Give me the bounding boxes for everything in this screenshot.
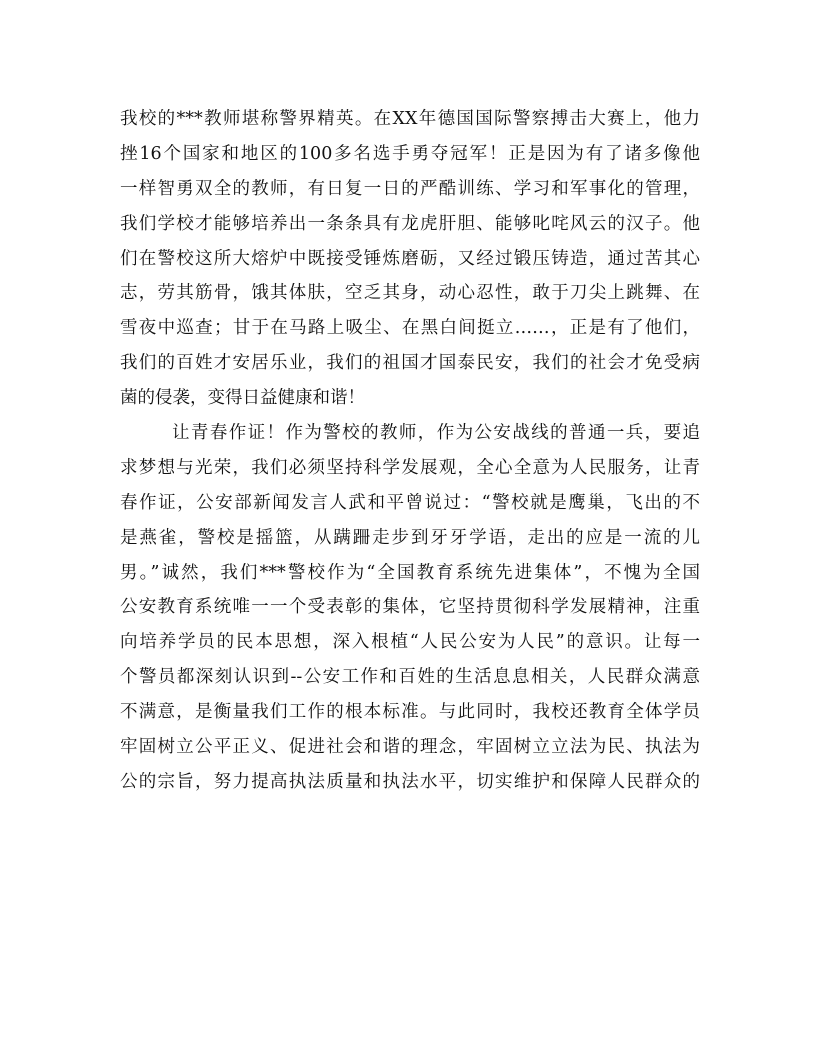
text-line: 求梦想与光荣，我们必须坚持科学发展观，全心全意为人民服务，让青: [120, 457, 700, 478]
text-line: 牢固树立公平正义、促进社会和谐的理念，牢固树立立法为民、执法为: [120, 737, 700, 758]
text-line: 公安教育系统唯一一个受表彰的集体，它坚持贯彻科学发展精神，注重: [120, 597, 700, 618]
text-line: 向培养学员的民本思想，深入根植“人民公安为人民”的意识。让每一: [120, 632, 700, 653]
text-line: 春作证，公安部新闻发言人武和平曾说过：“警校就是鹰巢，飞出的不: [120, 492, 700, 513]
paragraph-1: [120, 102, 700, 416]
text-line: 我们的百姓才安居乐业，我们的祖国才国泰民安，我们的社会才免受病: [120, 353, 700, 374]
document-body: [120, 102, 700, 800]
text-line: 志，劳其筋骨，饿其体肤，空乏其身，动心忍性，敢于刀尖上跳舞、在: [120, 283, 700, 304]
text-line: 我校的***教师堪称警界精英。在XX年德国国际警察搏击大赛上，他力: [120, 109, 700, 129]
text-line: 我们学校才能够培养出一条条具有龙虎肝胆、能够叱咤风云的汉子。他: [120, 213, 700, 234]
text-line: 男。”诚然，我们***警校作为“全国教育系统先进集体”，不愧为全国: [120, 562, 700, 583]
text-line: 不满意，是衡量我们工作的根本标准。与此同时，我校还教育全体学员: [120, 702, 700, 723]
text-line: 菌的侵袭，变得日益健康和谐！: [120, 388, 365, 409]
text-line: 挫16个国家和地区的100多名选手勇夺冠军！正是因为有了诸多像他: [120, 143, 700, 164]
paragraph-2: [120, 416, 700, 800]
text-line: 让青春作证！作为警校的教师，作为公安战线的普通一兵，要追: [172, 423, 700, 444]
text-line: 雪夜中巡查；甘于在马路上吸尘、在黑白间挺立……，正是有了他们，: [120, 318, 700, 339]
text-line: 一样智勇双全的教师，有日复一日的严酷训练、学习和军事化的管理，: [120, 178, 700, 199]
text-line: 个警员都深刻认识到--公安工作和百姓的生活息息相关，人民群众满意: [120, 667, 700, 688]
text-line: 们在警校这所大熔炉中既接受锤炼磨砺，又经过锻压铸造，通过苦其心: [120, 248, 700, 269]
text-line: 公的宗旨，努力提高执法质量和执法水平，切实维护和保障人民群众的: [120, 771, 700, 792]
text-line: 是燕雀，警校是摇篮，从蹒跚走步到牙牙学语，走出的应是一流的儿: [120, 527, 700, 548]
